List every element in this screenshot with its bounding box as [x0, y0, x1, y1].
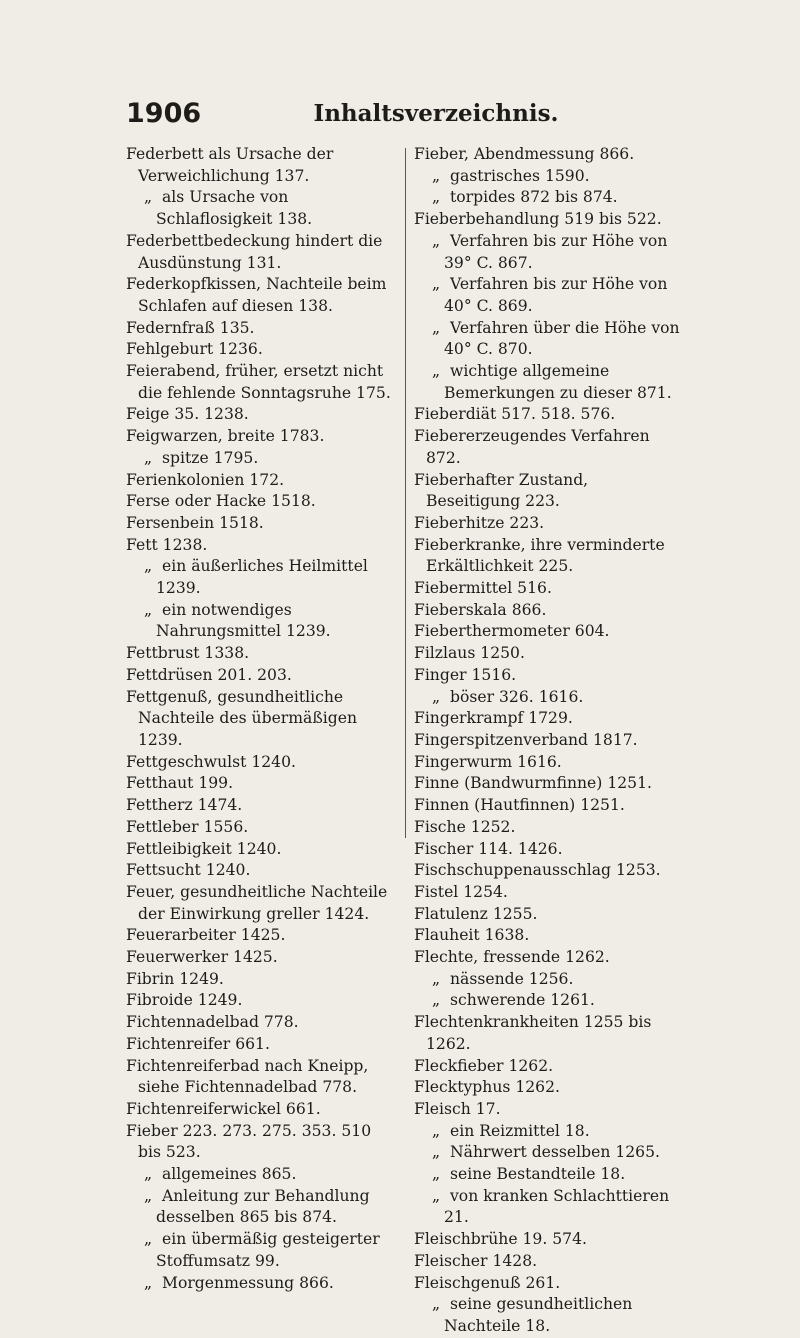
index-entry: [414, 144, 686, 166]
entry-text: Fibroide 1249.: [126, 991, 243, 1010]
index-entry: [414, 600, 686, 622]
entry-text: Fetthaut 199.: [126, 774, 234, 793]
page-number: 1906: [126, 98, 202, 129]
entry-text: Fischschuppenausschlag 1253.: [414, 861, 661, 880]
entry-text: Fleckfieber 1262.: [414, 1056, 554, 1075]
index-entry: [126, 643, 396, 665]
index-subentry: [414, 1294, 686, 1337]
page-header: [126, 98, 686, 132]
entry-text: Anleitung zur Behandlung desselben 865 bis 874.: [156, 1186, 370, 1227]
entry-text: Fieberskala 866.: [414, 600, 547, 619]
index-subentry: [414, 187, 686, 209]
ditto-mark: „: [432, 188, 441, 207]
entry-text: Fieberdiät 517. 518. 576.: [414, 405, 616, 424]
index-column-right: [414, 144, 686, 1338]
index-subentry: [414, 1164, 686, 1186]
index-entry: [126, 274, 396, 317]
entry-text: Fieberhitze 223.: [414, 513, 545, 532]
index-entry: [414, 925, 686, 947]
ditto-mark: „: [144, 600, 153, 619]
entry-text: Fieber 223. 273. 275. 353. 510 bis 523.: [126, 1121, 372, 1162]
entry-text: Finne (Bandwurmfinne) 1251.: [414, 774, 652, 793]
entry-text: Verfahren bis zur Höhe von 40° C. 869.: [444, 275, 668, 315]
entry-text: von kranken Schlachttieren 21.: [444, 1186, 670, 1227]
index-entry: [414, 839, 686, 861]
entry-text: Morgenmessung 866.: [162, 1273, 334, 1292]
index-entry: [126, 969, 396, 991]
entry-text: allgemeines 865.: [162, 1165, 297, 1184]
index-subentry: [414, 1186, 686, 1229]
entry-text: Feuerarbeiter 1425.: [126, 926, 286, 945]
entry-text: Fingerwurm 1616.: [414, 752, 562, 771]
index-entry: [126, 404, 396, 426]
entry-text: Ferse oder Hacke 1518.: [126, 492, 316, 511]
entry-text: Fersenbein 1518.: [126, 513, 264, 532]
index-entry: [126, 665, 396, 687]
entry-text: ein Reizmittel 18.: [450, 1121, 590, 1140]
index-entry: [414, 404, 686, 426]
ditto-mark: „: [432, 1143, 441, 1162]
index-entry: [414, 426, 686, 469]
index-subentry: [126, 1229, 396, 1272]
ditto-mark: „: [432, 362, 441, 381]
index-subentry: [414, 274, 686, 317]
ditto-mark: „: [432, 1295, 441, 1314]
ditto-mark: „: [432, 687, 441, 706]
entry-text: Fleischer 1428.: [414, 1251, 538, 1270]
ditto-mark: „: [144, 557, 153, 576]
ditto-mark: „: [432, 318, 441, 337]
index-entry: [126, 339, 396, 361]
index-entry: [126, 839, 396, 861]
index-subentry: [414, 687, 686, 709]
ditto-mark: „: [144, 1230, 153, 1249]
index-entry: [126, 1012, 396, 1034]
index-subentry: [126, 1164, 396, 1186]
index-entry: [414, 643, 686, 665]
ditto-mark: „: [432, 1186, 441, 1205]
entry-text: Fettsucht 1240.: [126, 861, 251, 880]
index-entry: [414, 752, 686, 774]
entry-text: wichtige allgemeine Bemerkungen zu dieser 871.: [444, 362, 672, 402]
entry-text: Fettbrust 1338.: [126, 644, 250, 663]
index-entry: [414, 947, 686, 969]
entry-text: Finnen (Hautfinnen) 1251.: [414, 796, 625, 815]
index-entry: [126, 1034, 396, 1056]
entry-text: Fische 1252.: [414, 817, 516, 836]
entry-text: Federbettbedeckung hindert die Ausdünstung 131.: [126, 231, 383, 272]
entry-text: ein übermäßig gesteigerter Stoffumsatz 99.: [156, 1230, 380, 1270]
index-subentry: [414, 318, 686, 361]
entry-text: Fettdrüsen 201. 203.: [126, 665, 292, 684]
index-entry: [414, 665, 686, 687]
entry-text: Fett 1238.: [126, 535, 208, 554]
index-entry: [414, 513, 686, 535]
ditto-mark: „: [432, 231, 441, 250]
index-entry: [414, 773, 686, 795]
index-entry: [414, 708, 686, 730]
index-subentry: [126, 1273, 396, 1295]
entry-text: gastrisches 1590.: [450, 166, 590, 185]
column-divider: [405, 148, 406, 838]
index-entry: [414, 1077, 686, 1099]
ditto-mark: „: [432, 166, 441, 185]
entry-text: Fieber, Abendmessung 866.: [414, 145, 635, 163]
entry-text: Fieberthermometer 604.: [414, 622, 610, 641]
index-entry: [414, 470, 686, 513]
entry-text: Fichtennadelbad 778.: [126, 1013, 299, 1032]
ditto-mark: „: [432, 1121, 441, 1140]
index-entry: [414, 904, 686, 926]
entry-text: Nährwert desselben 1265.: [450, 1143, 660, 1162]
entry-text: Federnfraß 135.: [126, 318, 255, 337]
entry-text: Flatulenz 1255.: [414, 904, 538, 923]
entry-text: Finger 1516.: [414, 665, 517, 684]
entry-text: Fleischgenuß 261.: [414, 1273, 561, 1292]
entry-text: Feuerwerker 1425.: [126, 948, 278, 967]
entry-text: böser 326. 1616.: [450, 687, 584, 706]
index-entry: [414, 795, 686, 817]
index-subentry: [414, 1142, 686, 1164]
running-head: Inhaltsverzeichnis.: [313, 100, 559, 127]
index-entry: [414, 1273, 686, 1295]
entry-text: Fehlgeburt 1236.: [126, 340, 263, 359]
index-subentry: [126, 1186, 396, 1229]
index-entry: [126, 513, 396, 535]
index-subentry: [414, 1121, 686, 1143]
entry-text: Fettleibigkeit 1240.: [126, 839, 282, 858]
index-entry: [126, 144, 396, 187]
entry-text: Feuer, gesundheitliche Nachteile der Einwirkung greller 1424.: [126, 882, 388, 923]
index-entry: [414, 1099, 686, 1121]
index-entry: [126, 1099, 396, 1121]
index-entry: [126, 860, 396, 882]
entry-text: Flechtenkrankheiten 1255 bis 1262.: [414, 1013, 652, 1053]
entry-text: Ferienkolonien 172.: [126, 470, 285, 489]
ditto-mark: „: [144, 1186, 153, 1205]
index-entry: [126, 817, 396, 839]
index-entry: [126, 795, 396, 817]
index-entry: [126, 1121, 396, 1164]
index-entry: [414, 882, 686, 904]
index-subentry: [414, 361, 686, 404]
index-entry: [126, 687, 396, 752]
index-entry: [126, 990, 396, 1012]
entry-text: Verfahren bis zur Höhe von 39° C. 867.: [444, 231, 668, 272]
ditto-mark: „: [144, 448, 153, 467]
entry-text: Fleisch 17.: [414, 1099, 501, 1118]
entry-text: Fieberbehandlung 519 bis 522.: [414, 210, 662, 229]
entry-text: Fingerkrampf 1729.: [414, 709, 573, 728]
index-entry: [414, 1012, 686, 1055]
entry-text: Fiebererzeugendes Verfahren 872.: [414, 427, 650, 467]
entry-text: Filzlaus 1250.: [414, 644, 525, 663]
entry-text: Fichtenreifer 661.: [126, 1034, 270, 1053]
index-entry: [414, 1251, 686, 1273]
entry-text: Fischer 114. 1426.: [414, 839, 563, 858]
entry-text: Federkopfkissen, Nachteile beim Schlafen auf diesen 138.: [126, 275, 387, 315]
index-column-left: [126, 144, 396, 1294]
entry-text: Fettgenuß, gesundheitliche Nachteile des übermäßigen 1239.: [126, 687, 357, 749]
index-entry: [414, 621, 686, 643]
entry-text: Fingerspitzenverband 1817.: [414, 730, 638, 749]
entry-text: torpides 872 bis 874.: [450, 188, 618, 207]
entry-text: seine Bestandteile 18.: [450, 1165, 626, 1184]
entry-text: Fieberkranke, ihre verminderte Erkältlichkeit 225.: [414, 535, 665, 576]
entry-text: schwerende 1261.: [450, 991, 595, 1010]
entry-text: als Ursache von Schlaflosigkeit 138.: [156, 188, 313, 229]
entry-text: Fichtenreiferbad nach Kneipp, siehe Fichtennadelbad 778.: [126, 1056, 369, 1097]
ditto-mark: „: [432, 1165, 441, 1184]
entry-text: seine gesundheitlichen Nachteile 18.: [444, 1295, 633, 1335]
ditto-mark: „: [432, 969, 441, 988]
index-subentry: [414, 166, 686, 188]
ditto-mark: „: [432, 991, 441, 1010]
entry-text: Verfahren über die Höhe von 40° C. 870.: [444, 318, 680, 359]
ditto-mark: „: [432, 275, 441, 294]
ditto-mark: „: [144, 188, 153, 207]
entry-text: Flecktyphus 1262.: [414, 1078, 560, 1097]
index-entry: [126, 947, 396, 969]
entry-text: Fibrin 1249.: [126, 969, 224, 988]
index-subentry: [126, 600, 396, 643]
index-entry: [126, 752, 396, 774]
entry-text: Fichtenreiferwickel 661.: [126, 1099, 321, 1118]
index-entry: [126, 1056, 396, 1099]
entry-text: Feierabend, früher, ersetzt nicht die fehlende Sonntagsruhe 175.: [126, 362, 391, 402]
entry-text: Fettgeschwulst 1240.: [126, 752, 296, 771]
index-entry: [126, 426, 396, 448]
index-subentry: [126, 448, 396, 470]
index-entry: [126, 535, 396, 557]
index-entry: [126, 882, 396, 925]
index-entry: [414, 730, 686, 752]
entry-text: Fettherz 1474.: [126, 796, 243, 815]
entry-text: Fieberhafter Zustand, Beseitigung 223.: [414, 470, 589, 511]
index-entry: [414, 535, 686, 578]
index-subentry: [414, 969, 686, 991]
entry-text: ein äußerliches Heilmittel 1239.: [156, 557, 368, 598]
entry-text: Fleischbrühe 19. 574.: [414, 1230, 587, 1249]
index-entry: [126, 470, 396, 492]
index-subentry: [126, 556, 396, 599]
entry-text: nässende 1256.: [450, 969, 574, 988]
index-entry: [126, 925, 396, 947]
ditto-mark: „: [144, 1273, 153, 1292]
entry-text: spitze 1795.: [162, 448, 259, 467]
index-entry: [126, 491, 396, 513]
index-entry: [414, 578, 686, 600]
ditto-mark: „: [144, 1165, 153, 1184]
entry-text: Feigwarzen, breite 1783.: [126, 427, 325, 446]
index-entry: [414, 209, 686, 231]
entry-text: Flauheit 1638.: [414, 926, 530, 945]
entry-text: Federbett als Ursache der Verweichlichung 137.: [126, 145, 334, 185]
entry-text: Fiebermittel 516.: [414, 579, 552, 598]
index-entry: [414, 860, 686, 882]
entry-text: Fistel 1254.: [414, 882, 508, 901]
index-subentry: [414, 990, 686, 1012]
index-subentry: [414, 231, 686, 274]
index-entry: [126, 318, 396, 340]
index-entry: [414, 1229, 686, 1251]
index-entry: [414, 817, 686, 839]
index-entry: [126, 361, 396, 404]
entry-text: Flechte, fressende 1262.: [414, 948, 610, 967]
entry-text: Feige 35. 1238.: [126, 405, 249, 424]
entry-text: Fettleber 1556.: [126, 817, 249, 836]
entry-text: ein notwendiges Nahrungsmittel 1239.: [156, 600, 331, 641]
index-entry: [126, 773, 396, 795]
index-entry: [414, 1056, 686, 1078]
index-subentry: [126, 187, 396, 230]
index-entry: [126, 231, 396, 274]
